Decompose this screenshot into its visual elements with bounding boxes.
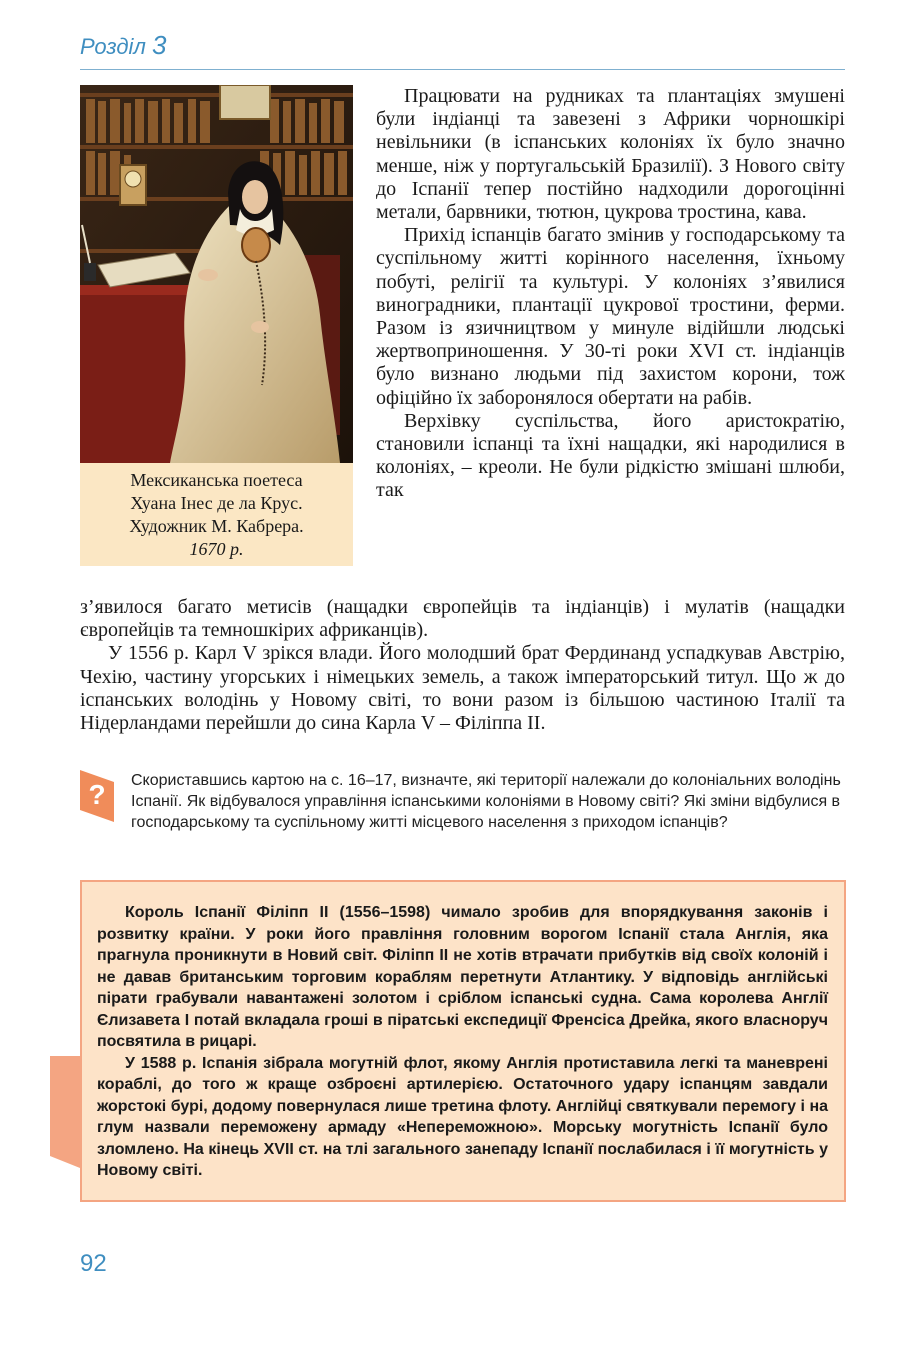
figure-caption — [80, 463, 353, 566]
paragraph: Прихід іспанців багато змінив у господарському та суспільному житті корінного населення, їхньому побуті, релігії та культурі. У колоніях з’явилися виноградники, плантації цукрової тростини, ферми. Разом із язичництвом у минуле відійшли людські жертвоприношення. У 30-ті роки XVI ст. індіанців було визнано людьми під захистом корони, тож офіційно їх заборонялося обертати на рабів. — [376, 224, 845, 409]
infobox-paragraph: Король Іспанії Філіпп II (1556–1598) чимало зробив для впорядкування законів і розвитку країни. У роки його правління головним ворогом Іспанії стала Англія, яка прагнула проникнути в Новий світ. Філіпп II не хотів втрачати прибутків від своїх колоній і не давав британським торговим кораблям перетнути Атлантику. У відповідь англійські пірати грабували навантажені золотом і сріблом іспанські судна. Сама королева Англії Єлизавета I потай вкладала гроші в піратські експедиції Френсіса Дрейка, якого власноруч посвятила в рицарі. — [97, 904, 828, 1050]
caption-line: Художник М. Кабрера. — [129, 516, 304, 536]
paragraph: Працювати на рудниках та плантаціях змушені були індіанці та завезені з Африки чорношкірі невільники (в іспанських колоніях їх було значно менше, ніж у португальській Бразилії). З Нового світу до Іспанії тепер постійно надходили дорогоцінні метали, барвники, тютюн, цукрова тростина, кава. — [376, 85, 845, 224]
section-label: Розділ — [80, 34, 146, 59]
paragraph-continuation: з’явилося багато метисів (нащадки європейців та індіанців) і мулатів (нащадки європейців та темношкірих африканців). — [80, 596, 845, 642]
caption-line: Мексиканська поетеса — [130, 470, 303, 490]
caption-line: Хуана Інес де ла Крус. — [130, 493, 303, 513]
paragraph: У 1556 р. Карл V зрікся влади. Його молодший брат Фердинанд успадкував Австрію, Чехію, частину угорських і німецьких земель, а також імператорський титул. Що ж до іспанських володінь у Новому світі, то вони разом із більшою частиною Італії та Нідерландами перейшли до сина Карла V – Філіппа II. — [80, 642, 845, 735]
infobox-tab-marker — [50, 1056, 80, 1168]
section-header — [80, 30, 166, 61]
header-divider — [80, 69, 845, 70]
body-text-full — [80, 596, 845, 735]
question-mark-icon — [80, 770, 114, 822]
section-number: 3 — [151, 30, 167, 60]
portrait-figure — [80, 85, 353, 566]
svg-text:?: ? — [88, 779, 106, 810]
caption-year: 1670 р. — [189, 539, 244, 559]
portrait-painting-image — [80, 85, 353, 463]
paragraph: Верхівку суспільства, його аристократію, становили іспанці та їхні нащадки, які народилися в колоніях, – креоли. Не були рідкістю змішані шлюби, так — [376, 409, 845, 502]
infobox-paragraph: У 1588 р. Іспанія зібрала могутній флот, якому Англія протиставила легкі та маневрені кораблі, до того ж краще озброєні артилерією. Остаточного удару іспанцям завдали жорстокі бурі, додому повернулася лише третина флоту. Англійці святкували перемогу і на глум назвали переможену армаду «Непереможною». Морську могутність Іспанії було зломлено. На кінець XVII ст. на тлі загального занепаду Іспанії послабилася і її могутність у Новому світі. — [97, 1054, 828, 1179]
infobox-text — [97, 902, 828, 1182]
page-number: 92 — [80, 1250, 107, 1277]
question-text: Скориставшись картою на с. 16–17, визначте, які території належали до колоніальних володінь Іспанії. Як відбувалося управління іспанськими колоніями в Новому світі? Які зміни відбулися в господарському та суспільному житті місцевого населення з приходом іспанців? — [131, 772, 841, 831]
body-text-column — [376, 85, 845, 503]
